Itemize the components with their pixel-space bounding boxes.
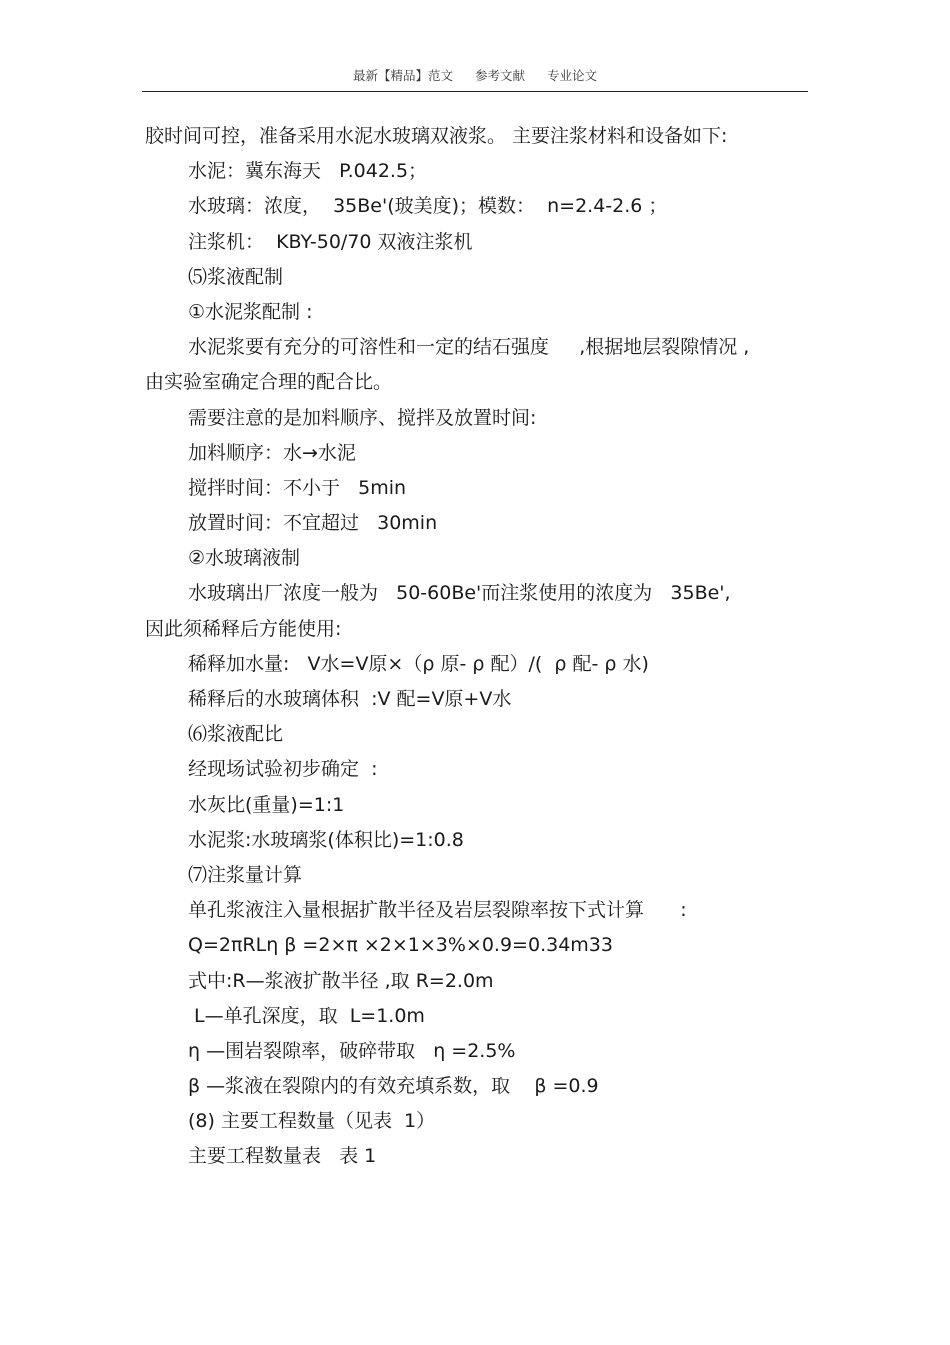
paragraph-line: (8) 主要工程数量（见表 1） [188,1110,436,1133]
paragraph-line: Q=2πRLη β =2×π ×2×1×3%×0.9=0.34m33 [188,934,613,957]
paragraph-line: ⑹浆液配比 [188,723,284,746]
paragraph-line: 水玻璃：浓度， 35Be'(玻美度)；模数： n=2.4-2.6 ； [188,195,668,218]
paragraph-line: 放置时间：不宜超过 30min [188,512,438,535]
paragraph-line: 因此须稀释后方能使用: [145,617,342,640]
paragraph-line: 经现场试验初步确定 : [188,758,378,781]
paragraph-line: 稀释后的水玻璃体积 :V 配=V原+V水 [188,688,512,710]
header-item-papers: 专业论文 [546,68,597,83]
paragraph-line: ①水泥浆配制 : [188,300,313,323]
header-item-references: 参考文献 [474,68,525,83]
document-body [145,119,810,1175]
page-header [0,66,950,84]
paragraph-line: 注浆机： KBY-50/70 双液注浆机 [188,230,473,253]
paragraph-line: 需要注意的是加料顺序、搅拌及放置时间: [188,406,537,429]
paragraph-line: 加料顺序：水→水泥 [188,441,356,464]
paragraph-line: 式中:R—浆液扩散半径 ,取 R=2.0m [188,969,494,992]
paragraph-line: 由实验室确定合理的配合比。 [145,371,393,394]
paragraph-line: ②水玻璃液制 [188,547,301,570]
paragraph-line: L—单孔深度，取 L=1.0m [188,1004,425,1027]
paragraph-line: 水泥浆:水玻璃浆(体积比)=1:0.8 [188,828,464,851]
paragraph-line: 水灰比(重量)=1:1 [188,793,345,816]
paragraph-line: 搅拌时间：不小于 5min [188,476,407,499]
paragraph-line: η —围岩裂隙率，破碎带取 η =2.5% [188,1039,516,1062]
paragraph-line: ⑸浆液配制 [188,265,284,288]
header-divider [142,91,808,92]
paragraph-line: ⑺注浆量计算 [188,863,303,886]
paragraph-line: 主要工程数量表 表 1 [188,1145,377,1168]
paragraph-line: 单孔浆液注入量根据扩散半径及岩层裂隙率按下式计算 : [188,899,687,922]
paragraph-line: 水泥：冀东海天 P.042.5； [188,160,428,183]
paragraph-line: β —浆液在裂隙内的有效充填系数，取 β =0.9 [188,1075,599,1098]
paragraph-line: 胶时间可控，准备采用水泥水玻璃双液浆。 主要注浆材料和设备如下: [145,125,728,147]
header-item-fanwen: 最新【精品】范文 [352,68,453,83]
paragraph-line: 水泥浆要有充分的可溶性和一定的结石强度 ,根据地层裂隙情况 , [188,336,750,359]
paragraph-line: 稀释加水量: V水=V原×（ρ 原- ρ 配）/( ρ 配- ρ 水) [188,652,649,675]
paragraph-line: 水玻璃出厂浓度一般为 50-60Be'而注浆使用的浓度为 35Be', [188,582,731,605]
